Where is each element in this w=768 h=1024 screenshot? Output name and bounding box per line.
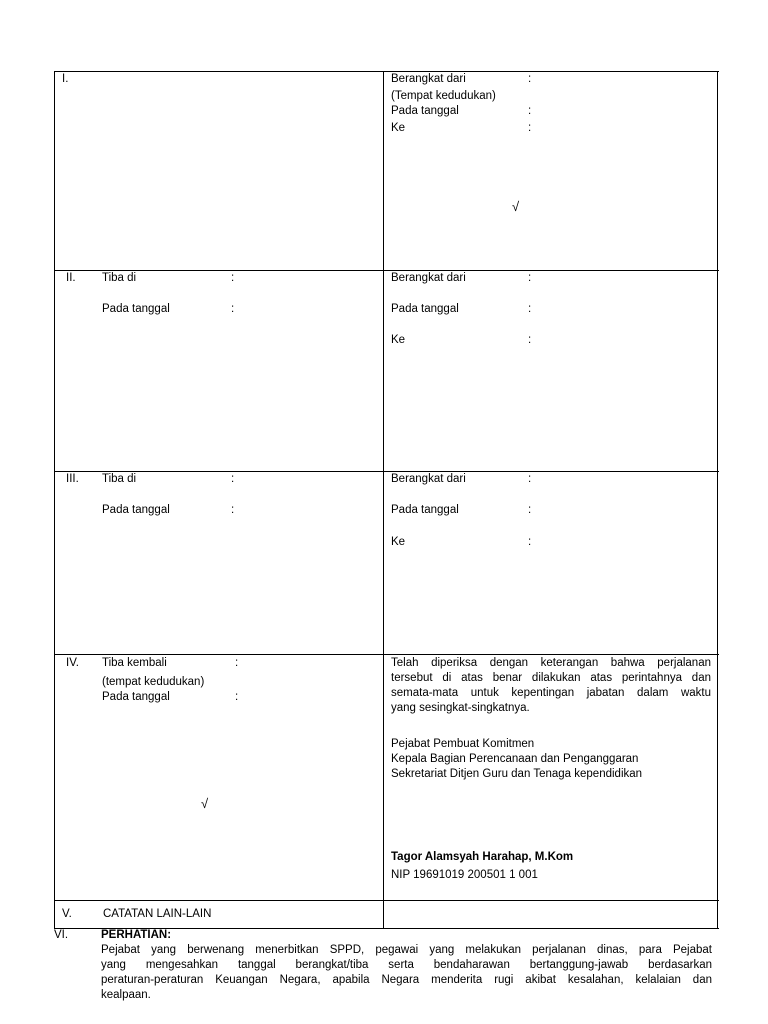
date-label: Pada tanggal bbox=[391, 303, 459, 315]
verification-statement-line: yang sesingkat-singkatnya. bbox=[391, 702, 530, 714]
destination-label: Ke bbox=[391, 334, 406, 346]
colon: : bbox=[528, 473, 532, 485]
row-number: I. bbox=[62, 73, 69, 85]
official-name: Tagor Alamsyah Harahap, M.Kom bbox=[391, 851, 574, 863]
verification-statement-line: tersebut di atas benar dilakukan atas perintahnya dan bbox=[391, 672, 711, 684]
destination-label: Ke bbox=[391, 122, 406, 134]
check-mark: √ bbox=[201, 796, 209, 811]
official-department: Kepala Bagian Perencanaan dan Penganggaran bbox=[391, 753, 639, 765]
column-divider bbox=[383, 71, 384, 929]
row-divider-1 bbox=[54, 270, 719, 271]
date-label: Pada tanggal bbox=[102, 504, 170, 516]
colon: : bbox=[528, 536, 532, 548]
return-label: Tiba kembali bbox=[102, 657, 167, 669]
depart-from-label: Berangkat dari bbox=[391, 473, 466, 485]
colon: : bbox=[528, 303, 532, 315]
date-label: Pada tanggal bbox=[391, 105, 459, 117]
depart-from-note: (Tempat kedudukan) bbox=[391, 90, 496, 102]
arrive-at-label: Tiba di bbox=[102, 272, 137, 284]
date-label: Pada tanggal bbox=[391, 504, 459, 516]
row-number: II. bbox=[66, 272, 76, 284]
row-number: IV. bbox=[66, 657, 80, 669]
colon: : bbox=[231, 272, 235, 284]
row-divider-2 bbox=[54, 471, 719, 472]
check-mark: √ bbox=[512, 199, 520, 214]
official-department: Sekretariat Ditjen Guru dan Tenaga kependidikan bbox=[391, 768, 643, 780]
colon: : bbox=[235, 691, 239, 703]
colon: : bbox=[231, 504, 235, 516]
official-nip: NIP 19691019 200501 1 001 bbox=[391, 869, 538, 881]
notes-label: CATATAN LAIN-LAIN bbox=[103, 908, 212, 920]
colon: : bbox=[528, 334, 532, 346]
notice-text-line: yang mengesahkan tanggal berangkat/tiba serta bendaharawan bertanggung-jawab berdasarkan bbox=[101, 959, 712, 971]
table-border-left bbox=[54, 71, 55, 929]
verification-statement-line: Telah diperiksa dengan keterangan bahwa perjalanan bbox=[391, 657, 711, 669]
colon: : bbox=[235, 657, 239, 669]
official-title: Pejabat Pembuat Komitmen bbox=[391, 738, 535, 750]
colon: : bbox=[231, 473, 235, 485]
arrive-at-label: Tiba di bbox=[102, 473, 137, 485]
colon: : bbox=[528, 73, 532, 85]
notice-text-line: peraturan-peraturan Keuangan Negara, apabila Negara menderita rugi akibat kesalahan, kelalaian dan bbox=[101, 974, 712, 986]
return-note: (tempat kedudukan) bbox=[102, 676, 205, 688]
depart-from-label: Berangkat dari bbox=[391, 272, 466, 284]
depart-from-label: Berangkat dari bbox=[391, 73, 466, 85]
notice-text-line: Pejabat yang berwenang menerbitkan SPPD, pegawai yang melakukan perjalanan dinas, para Pejabat bbox=[101, 944, 712, 956]
table-border-right bbox=[717, 71, 718, 929]
colon: : bbox=[231, 303, 235, 315]
verification-statement-line: semata-mata untuk kepentingan jabatan dalam waktu bbox=[391, 687, 711, 699]
date-label: Pada tanggal bbox=[102, 691, 170, 703]
row-divider-3 bbox=[54, 654, 719, 655]
date-label: Pada tanggal bbox=[102, 303, 170, 315]
row-number: V. bbox=[62, 908, 72, 920]
table-border-top bbox=[54, 71, 719, 72]
row-divider-4 bbox=[54, 900, 719, 901]
notice-title: PERHATIAN: bbox=[101, 929, 172, 941]
notice-number: VI. bbox=[54, 929, 69, 941]
colon: : bbox=[528, 105, 532, 117]
colon: : bbox=[528, 272, 532, 284]
row-number: III. bbox=[66, 473, 79, 485]
notice-text-line: kealpaan. bbox=[101, 989, 151, 1001]
colon: : bbox=[528, 122, 532, 134]
colon: : bbox=[528, 504, 532, 516]
destination-label: Ke bbox=[391, 536, 406, 548]
